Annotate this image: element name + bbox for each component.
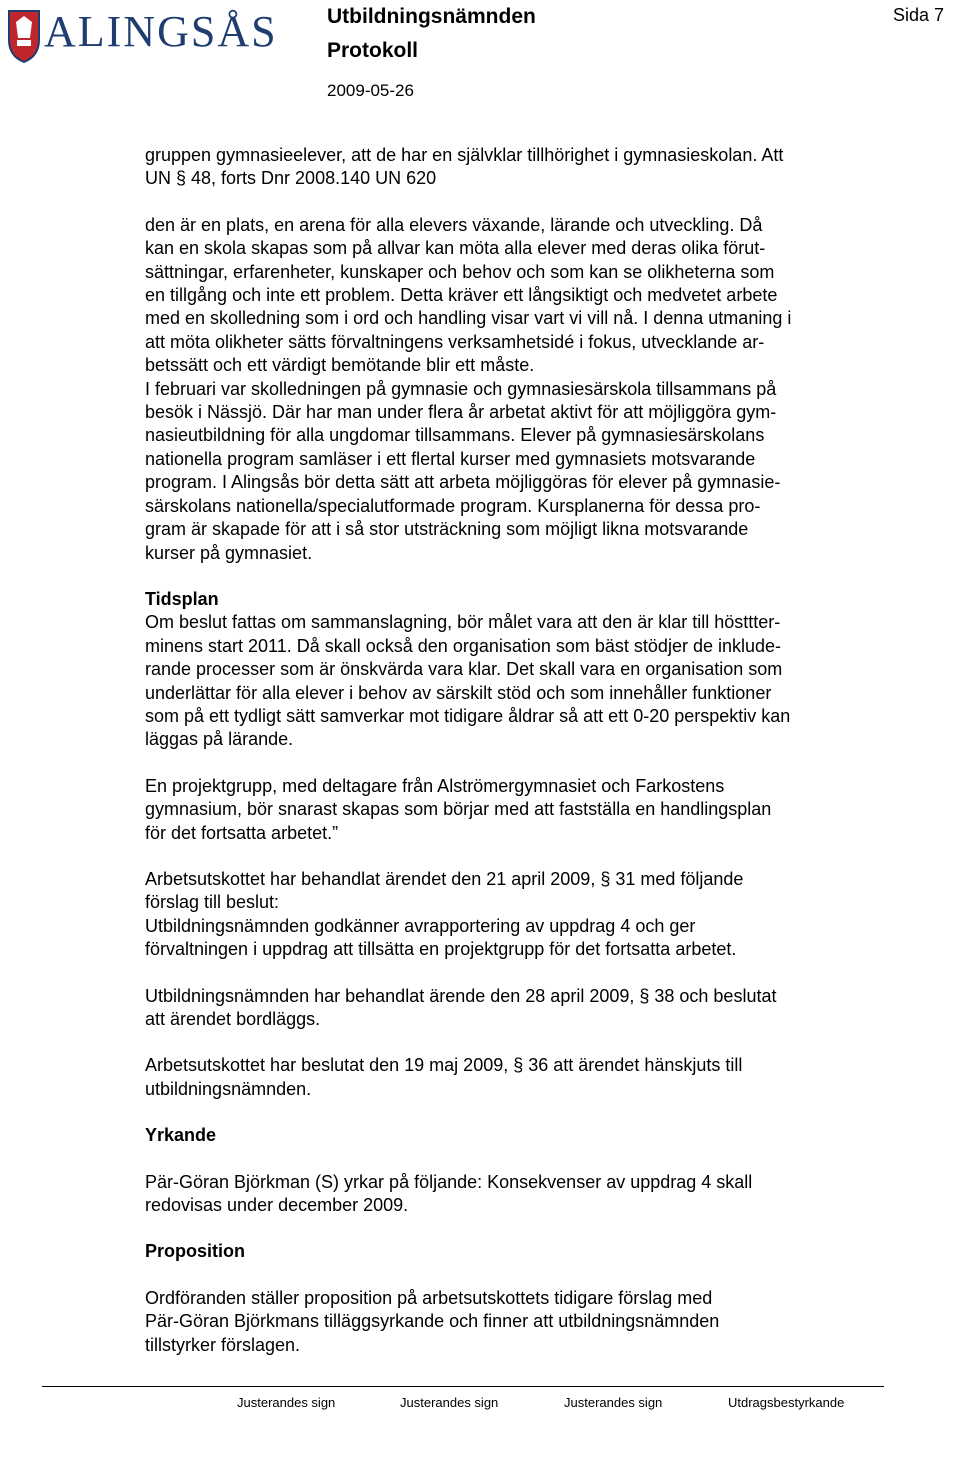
logo-wordmark: ALINGSÅS (44, 7, 278, 56)
paragraph-vision: den är en plats, en arena för alla elevers växande, lärande och utveckling. Då kan en skola skapas som på allvar kan möta alla elever med deras olika förut- sättningar, erfarenheter, kunskaper och behov och som kan se olikheterna som en tillgång och inte ett problem. Detta kräver ett långsiktigt och medvetet arbete med en skolledning som i ord och handling visar vart vi vill nå. I denna utmaning i att möta olikheter sätts förvaltningens verksamhetsidé i fokus, utvecklande ar- betssätt och ett värdigt bemötande blir ett måste. I februari var skolledningen på gymnasie och gymnasiesärskola tillsammans på besök i Nässjö. Där har man under flera år arbetat aktivt för att möjliggöra gym- nasieutbildning för alla ungdomar tillsammans. Elever på gymnasiesärskolans nationella program samläser i ett flertal kurser med gymnasiets motsvarande program. I Alingsås bör detta sätt att arbeta möjliggöras för elever på gymnasie- särskolans nationella/specialutformade program. Kursplanerna för dessa pro- gram är skapade för att i så stor utsträckning som möjligt likna motsvarande kurser på gymnasiet. (145, 214, 792, 563)
coat-of-arms-icon (6, 8, 42, 64)
paragraph-arbetsutskott-2: Arbetsutskottet har beslutat den 19 maj 2009, § 36 att ärendet hänskjuts till utbildningsnämnden. (145, 1055, 743, 1099)
heading-proposition: Proposition (145, 1241, 245, 1262)
paragraph-intro: gruppen gymnasieelever, att de har en självklar tillhörighet i gymnasieskolan. Att UN § 48, forts Dnr 2008.140 UN 620 (145, 145, 784, 189)
heading-tidsplan: Tidsplan (145, 588, 219, 609)
extract-certification-label: Utdragsbestyrkande (728, 1395, 845, 1410)
paragraph-tidsplan: Om beslut fattas om sammanslagning, bör målet vara att den är klar till hösttter- minens start 2011. Då skall också den organisation som bäst stödjer de inklude- rande processer som är önskvärda vara klar. Det skall vara en organisation som underlättar för alla elever i behov av särskilt stöd och som innehåller funktioner som på ett tydligt sätt samverkar mot tidigare åldrar så att ett 0-20 perspektiv kan läggas på lärande. (145, 612, 791, 750)
paragraph-yrkande: Pär-Göran Björkman (S) yrkar på följande: Konsekvenser av uppdrag 4 skall redovisas under december 2009. (145, 1171, 753, 1216)
page-number: Sida 7 (892, 5, 944, 25)
municipality-logo (4, 4, 278, 66)
committee-name: Utbildningsnämnden (327, 5, 536, 28)
signature-label-2: Justerandes sign (400, 1395, 499, 1410)
signature-label-1: Justerandes sign (237, 1395, 336, 1410)
heading-yrkande: Yrkande (145, 1125, 217, 1146)
document-type: Protokoll (327, 39, 419, 62)
paragraph-proposition: Ordföranden ställer proposition på arbetsutskottets tidigare förslag med Pär-Göran Björkmans tilläggsyrkande och finner att utbildningsnämnden tillstyrker förslagen. (145, 1287, 720, 1355)
paragraph-utbildningsnamnd: Utbildningsnämnden har behandlat ärende den 28 april 2009, § 38 och beslutat att ärendet bordläggs. (145, 985, 777, 1029)
meeting-date: 2009-05-26 (327, 81, 414, 100)
document-body (145, 144, 885, 1357)
signature-label-3: Justerandes sign (564, 1395, 663, 1410)
paragraph-projektgrupp: En projektgrupp, med deltagare från Alströmergymnasiet och Farkostens gymnasium, bör snarast skapas som börjar med att fastställa en handlingsplan för det fortsatta arbetet.” (145, 775, 772, 843)
footer-rule (42, 1386, 884, 1387)
paragraph-arbetsutskott-1: Arbetsutskottet har behandlat ärendet den 21 april 2009, § 31 med följande förslag till beslut: Utbildningsnämnden godkänner avrapportering av uppdrag 4 och ger förvaltningen i uppdrag att tillsätta en projektgrupp för det fortsatta arbetet. (145, 868, 744, 960)
